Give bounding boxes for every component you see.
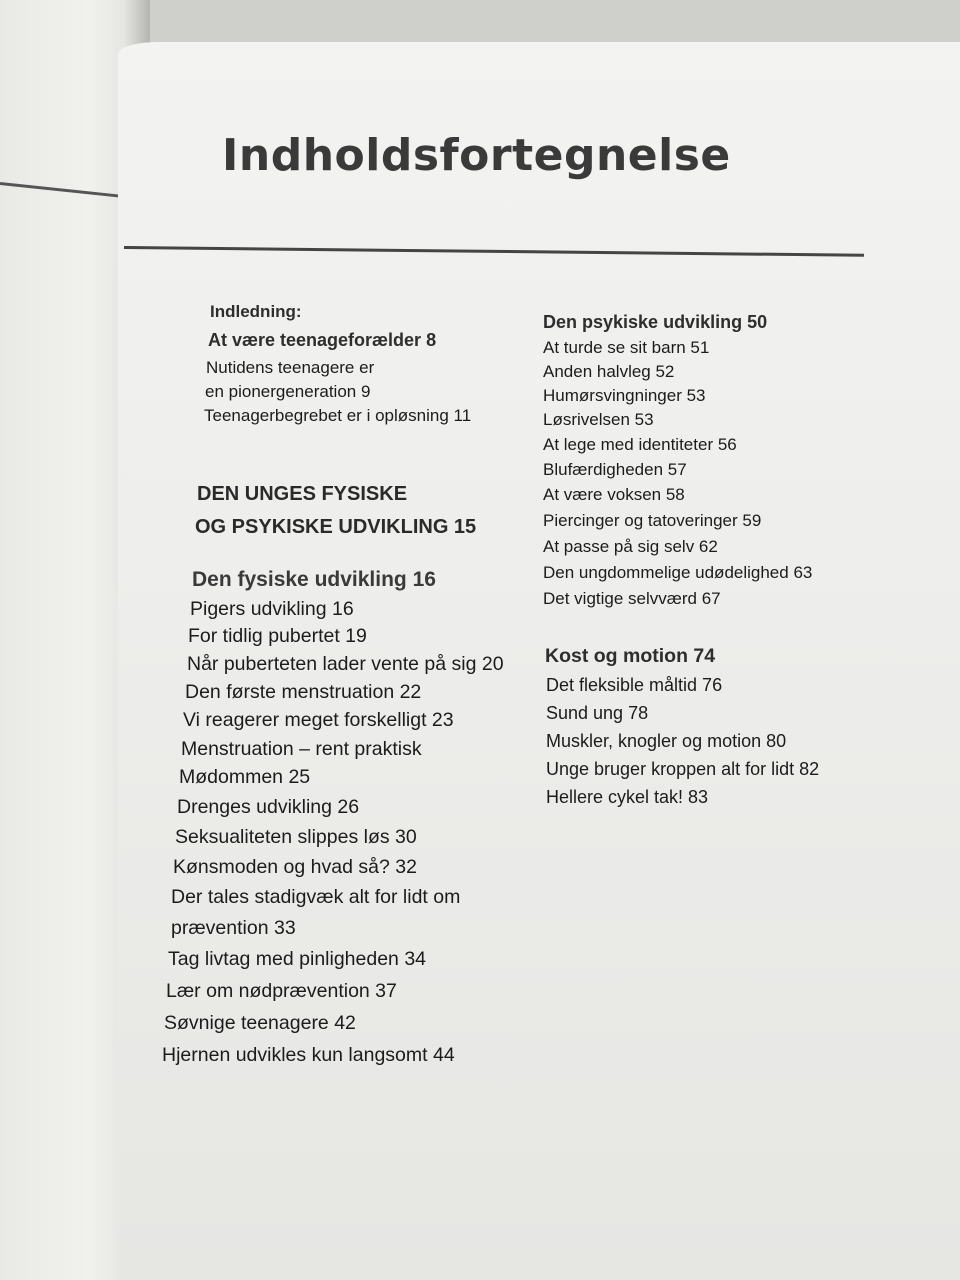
toc-item: At lege med identiteter 56 <box>543 435 737 454</box>
toc-item: Drenges udvikling 26 <box>177 796 360 818</box>
toc-item: Blufærdigheden 57 <box>543 460 687 479</box>
page-title: Indholdsfortegnelse <box>222 130 731 181</box>
left-page-rule <box>0 182 124 198</box>
toc-item: Kønsmoden og hvad så? 32 <box>173 856 417 878</box>
toc-item: Anden halvleg 52 <box>543 362 675 381</box>
toc-item: At være voksen 58 <box>543 485 685 504</box>
toc-item: Hjernen udvikles kun langsomt 44 <box>162 1044 455 1066</box>
toc-item: Tag livtag med pinligheden 34 <box>168 948 427 970</box>
toc-item: For tidlig pubertet 19 <box>188 625 367 647</box>
toc-item: Unge bruger kroppen alt for lidt 82 <box>546 759 820 779</box>
toc-item: At passe på sig selv 62 <box>543 537 718 556</box>
toc-item: Mødommen 25 <box>179 766 311 788</box>
intro-heading: Indledning: <box>210 302 302 321</box>
toc-item: Muskler, knogler og motion 80 <box>546 731 787 751</box>
intro-subheading: At være teenageforælder 8 <box>208 330 437 350</box>
section-heading: DEN UNGES FYSISKE <box>197 483 408 505</box>
chapter-heading: Den psykiske udvikling 50 <box>543 312 768 332</box>
toc-item: Der tales stadigvæk alt for lidt om <box>171 886 461 908</box>
toc-item: Seksualiteten slippes løs 30 <box>175 826 417 848</box>
toc-item: At turde se sit barn 51 <box>543 338 710 357</box>
toc-item: Piercinger og tatoveringer 59 <box>543 511 762 530</box>
toc-item: Det fleksible måltid 76 <box>546 675 723 695</box>
toc-item: Løsrivelsen 53 <box>543 410 654 429</box>
chapter-heading: Den fysiske udvikling 16 <box>192 568 436 591</box>
toc-item: Pigers udvikling 16 <box>190 598 354 620</box>
toc-item: Nutidens teenagere er <box>206 358 375 377</box>
toc-item: prævention 33 <box>171 917 296 939</box>
toc-item: Hellere cykel tak! 83 <box>546 787 709 807</box>
toc-item: Teenagerbegrebet er i opløsning 11 <box>204 406 472 425</box>
toc-item: Det vigtige selvværd 67 <box>543 589 721 608</box>
toc-item: Lær om nødprævention 37 <box>166 980 397 1002</box>
toc-item: Vi reagerer meget forskelligt 23 <box>183 709 454 731</box>
toc-item: Søvnige teenagere 42 <box>164 1012 356 1034</box>
toc-item: Humørsvingninger 53 <box>543 386 706 405</box>
toc-item: en pionergeneration 9 <box>205 382 371 401</box>
section-heading: OG PSYKISKE UDVIKLING 15 <box>195 516 477 538</box>
toc-item: Sund ung 78 <box>546 703 649 723</box>
toc-item: Menstruation – rent praktisk <box>181 738 422 760</box>
chapter-heading: Kost og motion 74 <box>545 645 716 667</box>
toc-item: Når puberteten lader vente på sig 20 <box>187 653 504 675</box>
toc-item: Den ungdommelige udødelighed 63 <box>543 563 813 582</box>
toc-item: Den første menstruation 22 <box>185 681 422 703</box>
